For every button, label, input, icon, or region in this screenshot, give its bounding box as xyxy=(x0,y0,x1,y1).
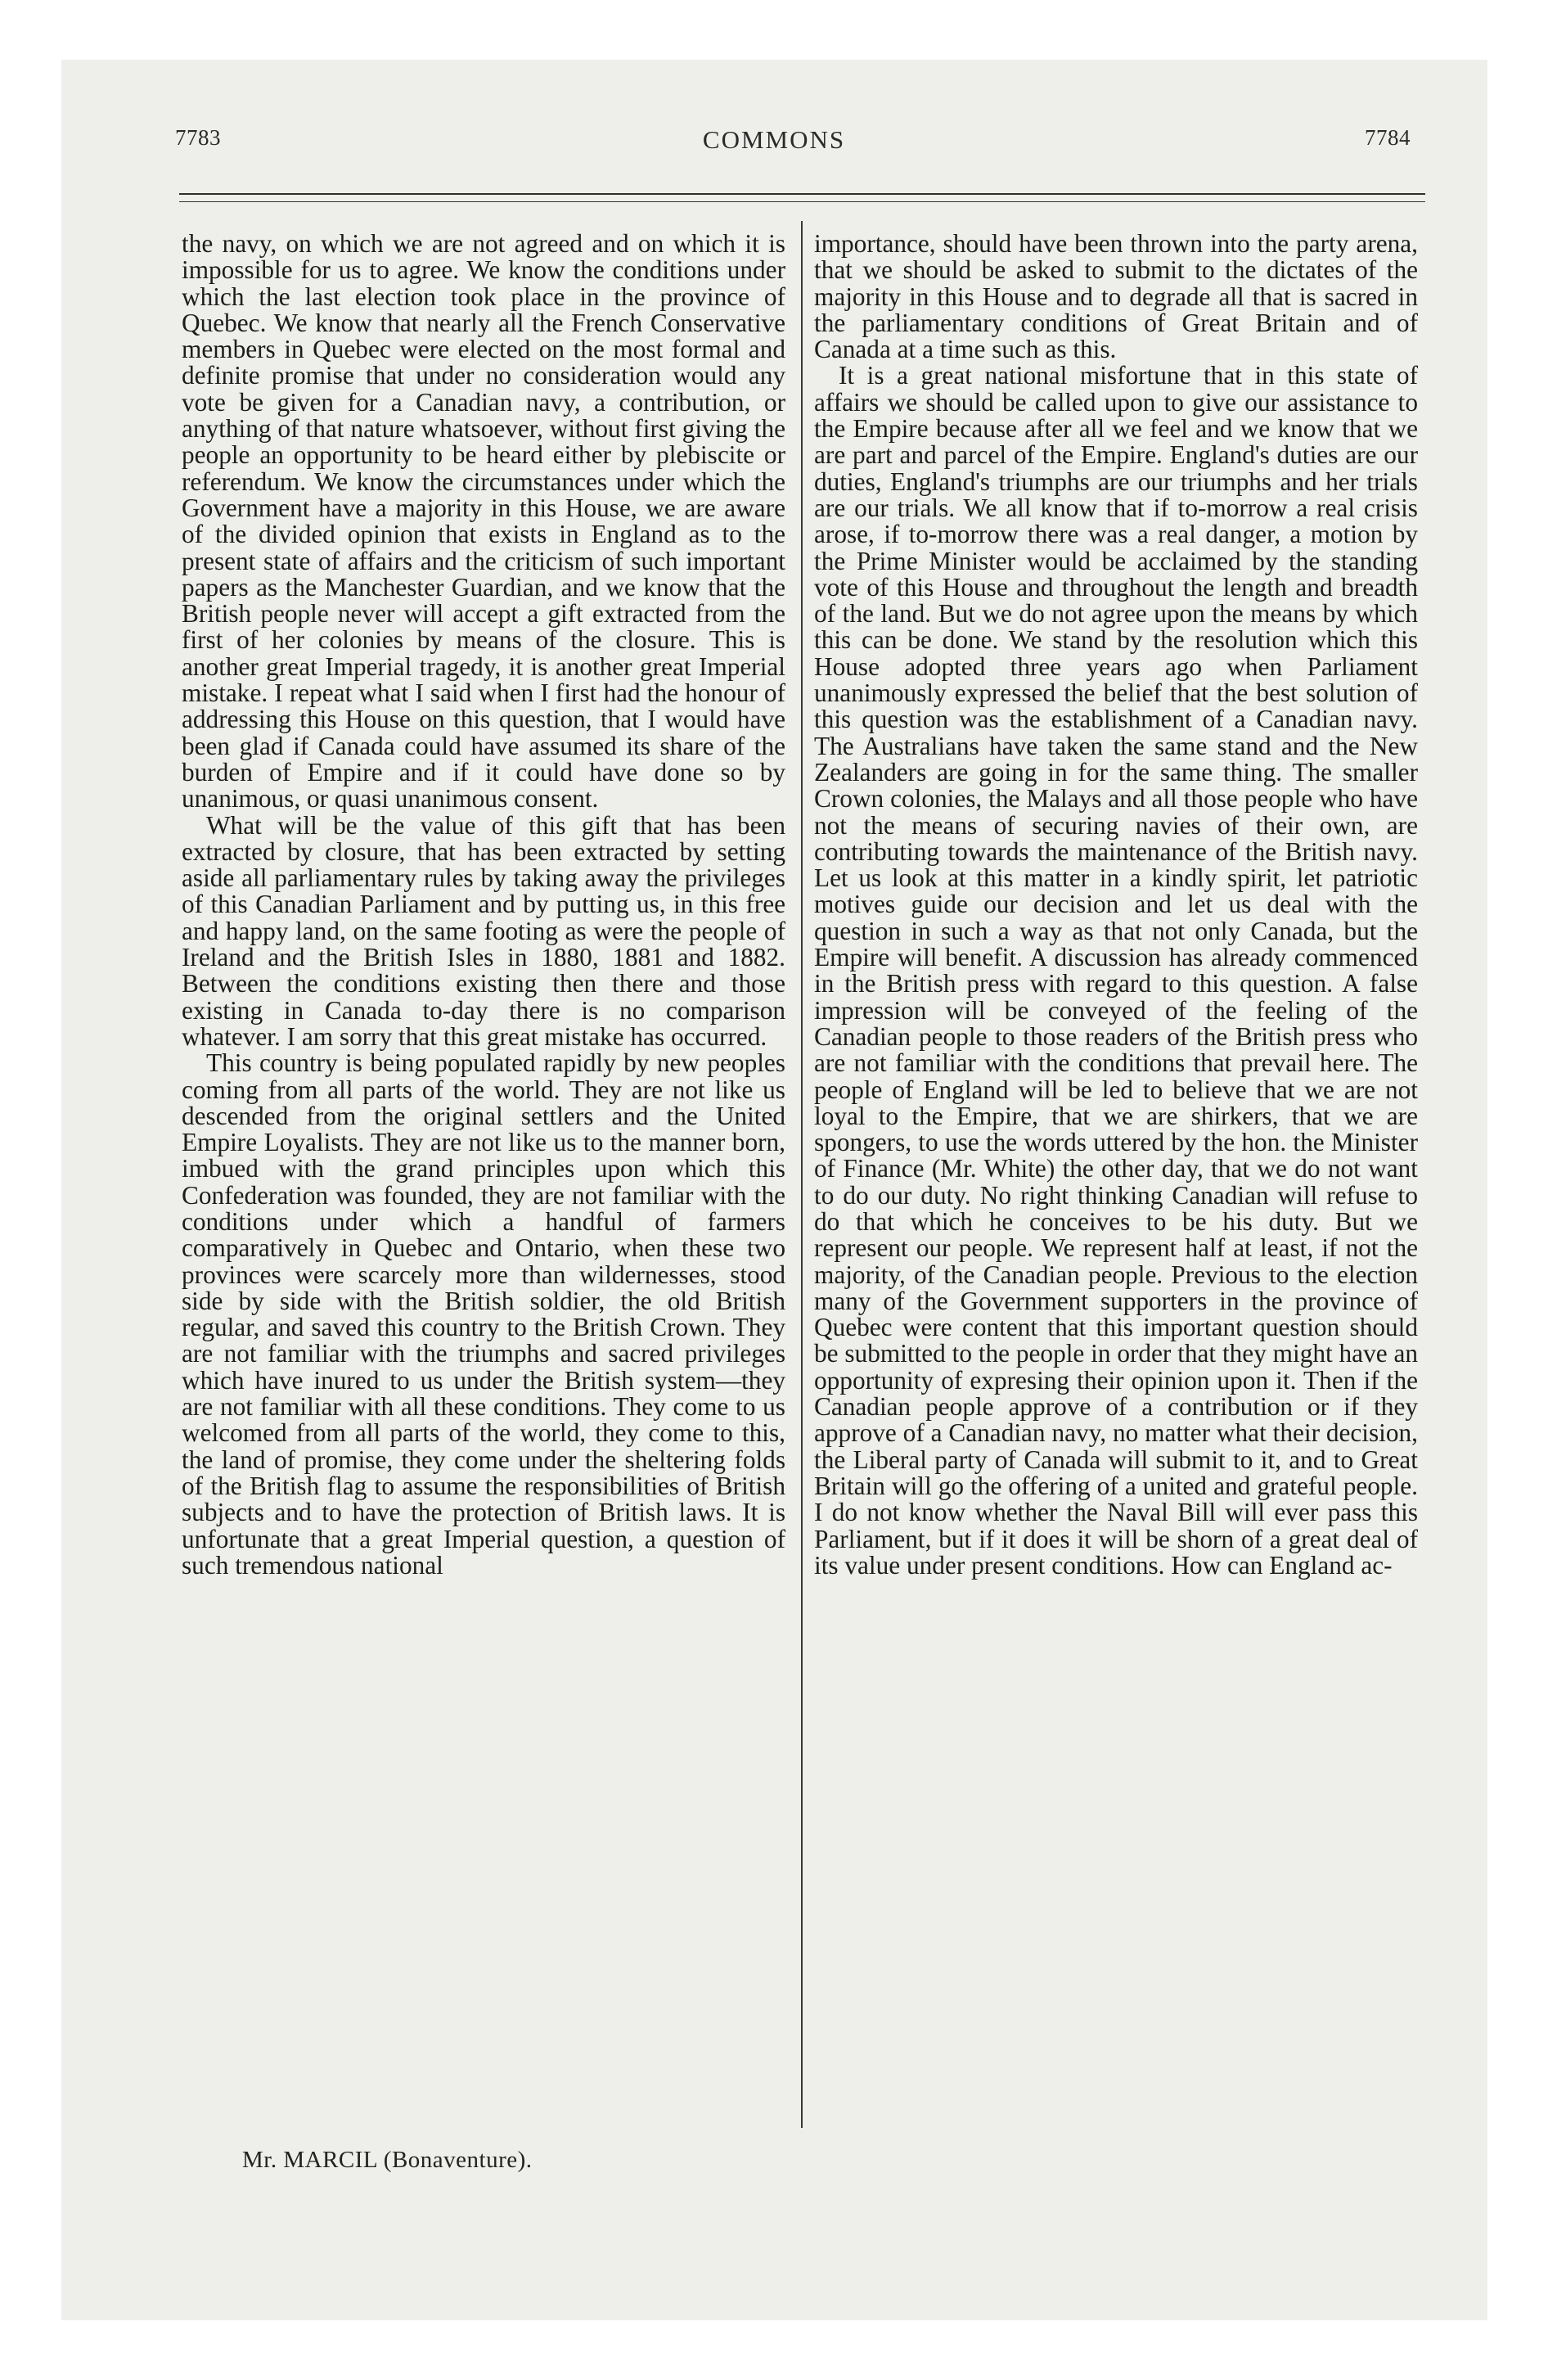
paragraph: What will be the value of this gift that has been extracted by closure, that has been extracted by setting aside all parliamentary rules by taking away the privileges of this Canadian Parliament and by putting us, in this free and happy land, on the same footing as were the people of Ireland and the British Isles in 1880, 1881 and 1882. Between the conditions existing then there and those existing in Canada to-day there is no comparison whatever. I am sorry that this great mistake has occurred. xyxy=(182,810,785,1051)
paragraph: importance, should have been thrown into the party arena, that we should be asked to submit to the dictates of the majority in this House and to degrade all that is sacred in the parliamentary conditions of Great Britain and of Canada at a time such as this. xyxy=(814,231,1418,364)
paragraph: This country is being populated rapidly by new peoples coming from all parts of the world. They are not like us descended from the original settlers and the United Empire Loyalists. They are not like us to the manner born, imbued with the grand principles upon which this Confederation was founded, they are not familiar with the conditions under which a handful of farmers comparatively in Quebec and Ontario, when these two provinces were scarcely more than wildernesses, stood side by side with the British soldier, the old British regular, and saved this country to the British Crown. They are not familiar with the triumphs and sacred privileges which have inured to us under the British system—they are not familiar with all these conditions. They come to us welcomed from all parts of the world, they come to this, the land of promise, they come under the sheltering folds of the British flag to assume the responsibilities of British subjects and to have the protection of British laws. It is unfortunate that a great Imperial question, a question of such tremendous national xyxy=(182,1048,785,1580)
page-number-left: 7783 xyxy=(175,125,221,150)
paragraph: It is a great national misfortune that in this state of affairs we should be called upon to give our assistance to the Empire because after all we feel and we know that we are part and parcel of the Empire. England's duties are our duties, England's triumphs are our triumphs and her trials are our trials. We all know that if to-morrow a real crisis arose, if to-morrow there was a real danger, a motion by the Prime Minister would be acclaimed by the standing vote of this House and throughout the length and breadth of the land. But we do not agree upon the means by which this can be done. We stand by the resolution which this House adopted three years ago when Parliament unanimously expressed the belief that the best solution of this question was the establishment of a Canadian navy. The Australians have taken the same stand and the New Zealanders are going in for the same thing. The smaller Crown colonies, the Malays and all those people who have not the means of securing navies of their own, are contributing towards the maintenance of the British navy. Let us look at this matter in a kindly spirit, let patriotic motives guide our decision and let us deal with the question in such a way as that not only Canada, but the Empire will benefit. A discussion has already commenced in the British press with regard to this question. A false impression will be conveyed of the feeling of the Canadian people to those readers of the British press who are not familiar with the conditions that prevail here. The people of England will be led to believe that we are not loyal to the Empire, that we are shirkers, that we are spongers, to use the words uttered by the hon. the Minister of Finance (Mr. White) the other day, that we do not want to do our duty. No right thinking Canadian will refuse to do that which he conceives to be his duty. But we represent our people. We represent half at least, if not the majority, of the Canadian people. Previous to the election many of the Government supporters in the province of Quebec were content that this important question should be submitted to the people in order that they might have an opportunity of expresing their opinion upon it. Then if the Canadian people approve of a contribution or if they approve of a Canadian navy, no matter what their decision, the Liberal party of Canada will submit to it, and to Great Britain will go the offering of a united and grateful people. I do not know whether the Naval Bill will ever pass this Parliament, but if it does it will be shorn of a great deal of its value under present conditions. How can England ac- xyxy=(814,361,1418,1580)
header-rule-top xyxy=(179,193,1425,195)
right-column xyxy=(814,231,1418,2121)
page-number-right: 7784 xyxy=(1365,125,1411,150)
column-divider xyxy=(801,221,803,2128)
speaker-attribution: Mr. MARCIL (Bonaventure). xyxy=(242,2147,533,2173)
paragraph: the navy, on which we are not agreed and on which it is impossible for us to agree. We know the conditions under which the last election took place in the province of Quebec. We know that nearly all the French Conservative members in Quebec were elected on the most formal and definite promise that under no consideration would any vote be given for a Canadian navy, a contribution, or anything of that nature whatsoever, without first giving the people an opportunity to be heard either by plebiscite or referendum. We know the circumstances under which the Government have a majority in this House, we are aware of the divided opinion that exists in England as to the present state of affairs and the criticism of such important papers as the Manchester Guardian, and we know that the British people never will accept a gift extracted from the first of her colonies by means of the closure. This is another great Imperial tragedy, it is another great Imperial mistake. I repeat what I said when I first had the honour of addressing this House on this question, that I would have been glad if Canada could have assumed its share of the burden of Empire and if it could have done so by unanimous, or quasi unanimous consent. xyxy=(182,231,785,814)
left-column xyxy=(182,231,785,2121)
header-rule-bottom xyxy=(179,201,1425,202)
running-head: COMMONS xyxy=(702,125,846,154)
